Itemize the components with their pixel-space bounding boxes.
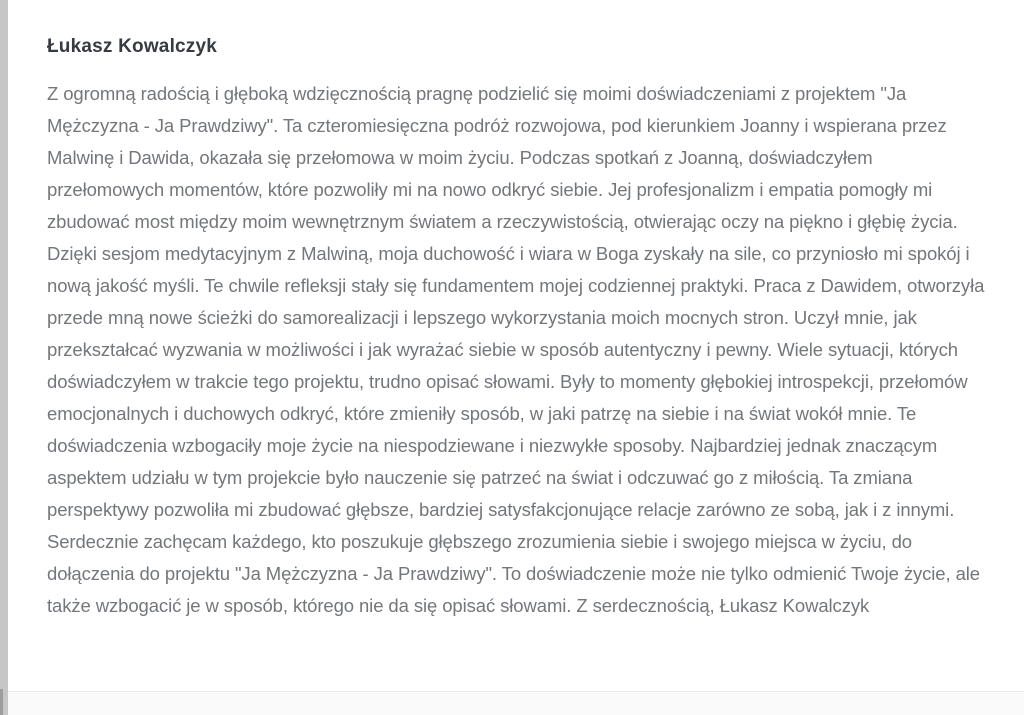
page-edge-strip: [0, 0, 8, 715]
testimonial-card: [8, 0, 1024, 691]
testimonial-body-text: Z ogromną radością i głęboką wdzięcznością pragnę podzielić się moimi doświadczeniami z projektem "Ja Mężczyzna - Ja Prawdziwy". Ta czteromiesięczna podróż rozwojowa, pod kierunkiem Joanny i wspierana przez Malwinę i Dawida, okazała się przełomowa w moim życiu. Podczas spotkań z Joanną, doświadczyłem przełomowych momentów, które pozwoliły mi na nowo odkryć siebie. Jej profesjonalizm i empatia pomogły mi zbudować most między moim wewnętrznym światem a rzeczywistością, otwierając oczy na piękno i głębię życia. Dzięki sesjom medytacyjnym z Malwiną, moja duchowość i wiara w Boga zyskały na sile, co przyniosło mi spokój i nową jakość myśli. Te chwile refleksji stały się fundamentem mojej codziennej praktyki. Praca z Dawidem, otworzyła przede mną nowe ścieżki do samorealizacji i lepszego wykorzystania moich mocnych stron. Uczył mnie, jak przekształcać wyzwania w możliwości i jak wyrażać siebie w sposób autentyczny i pewny. Wiele sytuacji, których doświadczyłem w trakcie tego projektu, trudno opisać słowami. Były to momenty głębokiej introspekcji, przełomów emocjonalnych i duchowych odkryć, które zmieniły sposób, w jaki patrzę na siebie i na świat wokół mnie. Te doświadczenia wzbogaciły moje życie na niespodziewane i niezwykłe sposoby. Najbardziej jednak znaczącym aspektem udziału w tym projekcie było nauczenie się patrzeć na świat i odczuwać go z miłością. Ta zmiana perspektywy pozwoliła mi zbudować głębsze, bardziej satysfakcjonujące relacje zarówno ze sobą, jak i z innymi. Serdecznie zachęcam każdego, kto poszukuje głębszego zrozumienia siebie i swojego miejsca w życiu, do dołączenia do projektu "Ja Mężczyzna - Ja Prawdziwy". To doświadczenie może nie tylko odmienić Twoje życie, ale także wzbogacić je w sposób, którego nie da się opisać słowami. Z serdecznością, Łukasz Kowalczyk: [47, 83, 985, 616]
footer-background-band: [8, 691, 1024, 715]
testimonial-author-heading: Łukasz Kowalczyk: [47, 36, 218, 57]
